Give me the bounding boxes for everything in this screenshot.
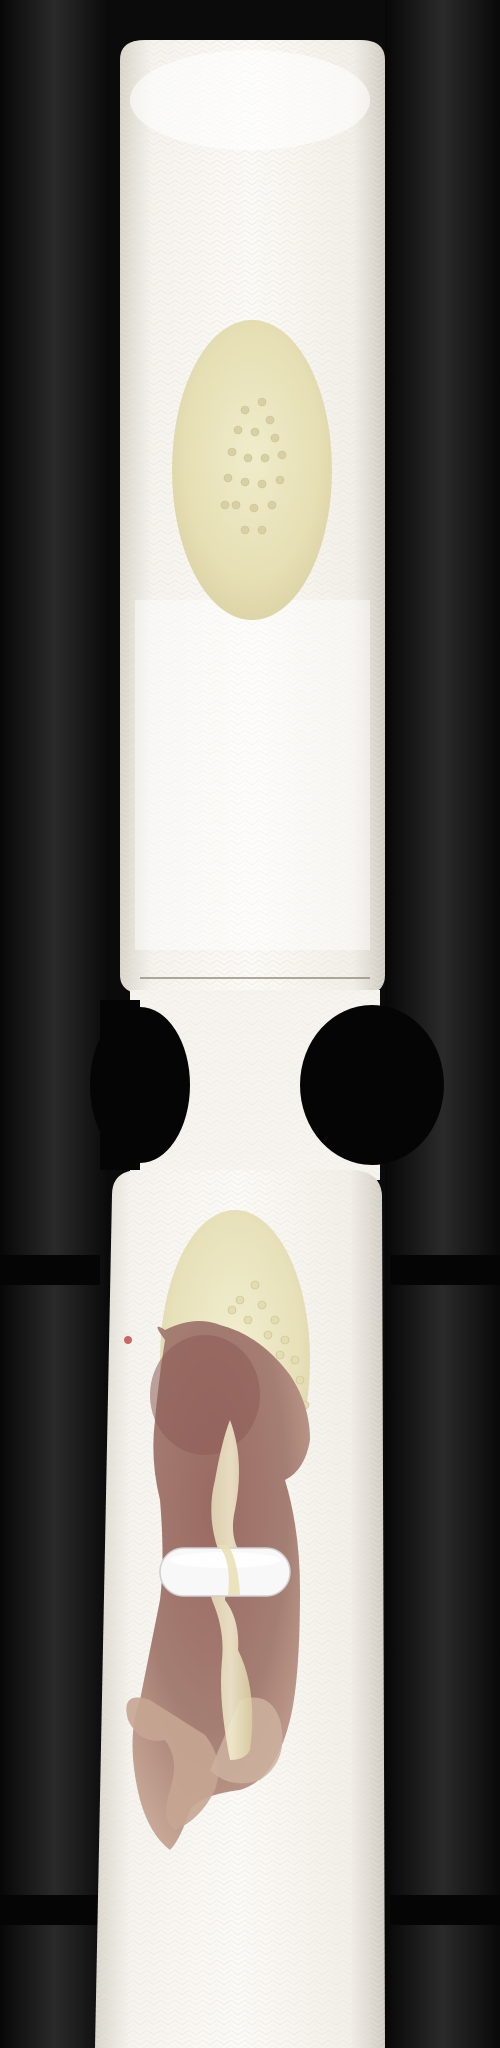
upper-gel-pad: [172, 320, 332, 620]
right-bracket: [390, 1255, 500, 1285]
upper-tray-highlight: [130, 50, 370, 150]
left-bracket-lower: [0, 1895, 100, 1925]
left-bracket: [0, 1255, 100, 1285]
upper-tray-glow: [135, 600, 370, 950]
specimen-head: [150, 1335, 260, 1455]
right-bracket-lower: [390, 1895, 500, 1925]
right-notch: [300, 1005, 444, 1165]
specimen-dot: [124, 1336, 132, 1344]
left-rail: [0, 0, 110, 2048]
left-notch-fill: [100, 1000, 140, 1170]
